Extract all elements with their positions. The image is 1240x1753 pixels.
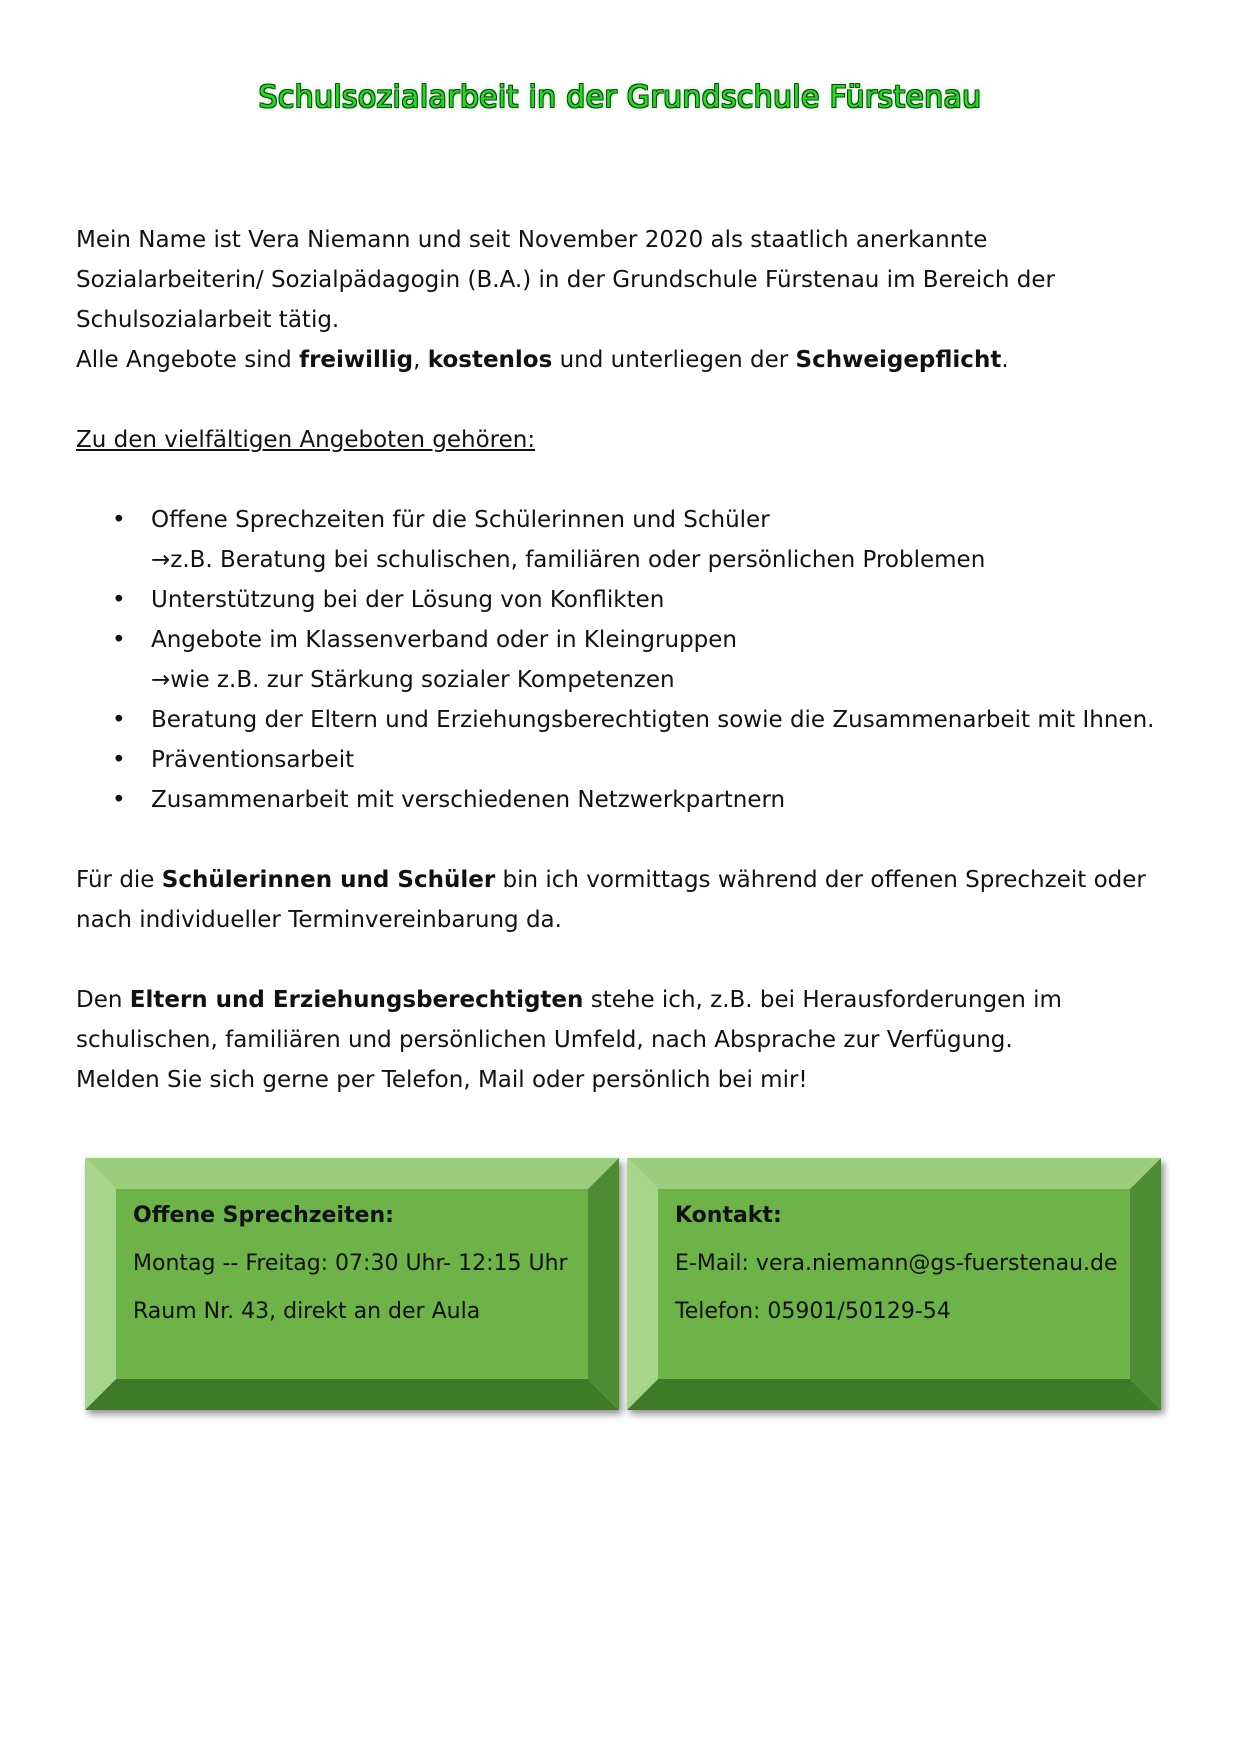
hours-room: Raum Nr. 43, direkt an der Aula bbox=[133, 1299, 481, 1324]
intro-line-4 bbox=[76, 340, 1176, 380]
hours-box-text bbox=[133, 1192, 568, 1336]
page-title: Schulsozialarbeit in der Grundschule Fürstenau bbox=[258, 80, 982, 115]
list-item-text: Unterstützung bei der Lösung von Konflikten bbox=[151, 587, 665, 613]
list-item bbox=[76, 700, 1176, 740]
list-item bbox=[76, 580, 1176, 620]
intro-line-3: Schulsozialarbeit tätig. bbox=[76, 307, 340, 333]
offers-list bbox=[76, 500, 1176, 820]
emphasis-freiwillig: freiwillig bbox=[299, 347, 414, 373]
list-item-subtext: →wie z.B. zur Stärkung sozialer Kompetenzen bbox=[151, 667, 675, 693]
list-item-text: Angebote im Klassenverband oder in Kleingruppen bbox=[151, 627, 737, 653]
bullet-icon: • bbox=[112, 787, 126, 813]
list-item bbox=[76, 500, 1176, 580]
intro-text: Alle Angebote sind bbox=[76, 347, 300, 373]
intro-text: , bbox=[413, 347, 428, 373]
hours-heading: Offene Sprechzeiten: bbox=[133, 1203, 394, 1228]
parents-text: stehe ich, z.B. bei Herausforderungen im bbox=[583, 987, 1062, 1013]
emphasis-schweigepflicht: Schweigepflicht bbox=[795, 347, 1002, 373]
list-item-text: Beratung der Eltern und Erziehungsberechtigten sowie die Zusammenarbeit mit Ihnen. bbox=[151, 707, 1155, 733]
list-item-text: Zusammenarbeit mit verschiedenen Netzwerkpartnern bbox=[151, 787, 786, 813]
parents-paragraph-line-3: Melden Sie sich gerne per Telefon, Mail oder persönlich bei mir! bbox=[76, 1067, 808, 1093]
list-item bbox=[76, 740, 1176, 780]
emphasis-kostenlos: kostenlos bbox=[427, 347, 553, 373]
contact-heading: Kontakt: bbox=[675, 1203, 782, 1228]
parents-text: Den bbox=[76, 987, 130, 1013]
list-item bbox=[76, 620, 1176, 700]
contact-box bbox=[627, 1158, 1161, 1410]
emphasis-students: Schülerinnen und Schüler bbox=[161, 867, 496, 893]
emphasis-parents: Eltern und Erziehungsberechtigten bbox=[129, 987, 584, 1013]
hours-time: Montag -- Freitag: 07:30 Uhr- 12:15 Uhr bbox=[133, 1251, 568, 1276]
bullet-icon: • bbox=[112, 707, 126, 733]
hours-box bbox=[85, 1158, 619, 1410]
list-item-subtext: →z.B. Beratung bei schulischen, familiären oder persönlichen Problemen bbox=[151, 547, 986, 573]
contact-box-text bbox=[675, 1192, 1118, 1336]
list-item-text: Präventionsarbeit bbox=[151, 747, 355, 773]
intro-text: . bbox=[1001, 347, 1009, 373]
intro-text: und unterliegen der bbox=[552, 347, 796, 373]
intro-line-1: Mein Name ist Vera Niemann und seit November 2020 als staatlich anerkannte bbox=[76, 227, 988, 253]
bullet-icon: • bbox=[112, 587, 126, 613]
contact-phone: Telefon: 05901/50129-54 bbox=[675, 1299, 951, 1324]
intro-line-2: Sozialarbeiterin/ Sozialpädagogin (B.A.) in der Grundschule Fürstenau im Bereich der bbox=[76, 267, 1055, 293]
main-content bbox=[76, 220, 1176, 1100]
students-text: bin ich vormittags während der offenen Sprechzeit oder bbox=[495, 867, 1146, 893]
list-item-text: Offene Sprechzeiten für die Schülerinnen und Schüler bbox=[151, 507, 770, 533]
parents-paragraph-line-1 bbox=[76, 980, 1176, 1020]
students-paragraph-line-2: nach individueller Terminvereinbarung da. bbox=[76, 907, 562, 933]
list-item bbox=[76, 780, 1176, 820]
students-text: Für die bbox=[76, 867, 162, 893]
bullet-icon: • bbox=[112, 627, 126, 653]
contact-email: E-Mail: vera.niemann@gs-fuerstenau.de bbox=[675, 1251, 1118, 1276]
students-paragraph-line-1 bbox=[76, 860, 1176, 900]
bullet-icon: • bbox=[112, 747, 126, 773]
offers-heading: Zu den vielfältigen Angeboten gehören: bbox=[76, 427, 536, 453]
parents-paragraph-line-2: schulischen, familiären und persönlichen Umfeld, nach Absprache zur Verfügung. bbox=[76, 1027, 1013, 1053]
bullet-icon: • bbox=[112, 507, 126, 533]
